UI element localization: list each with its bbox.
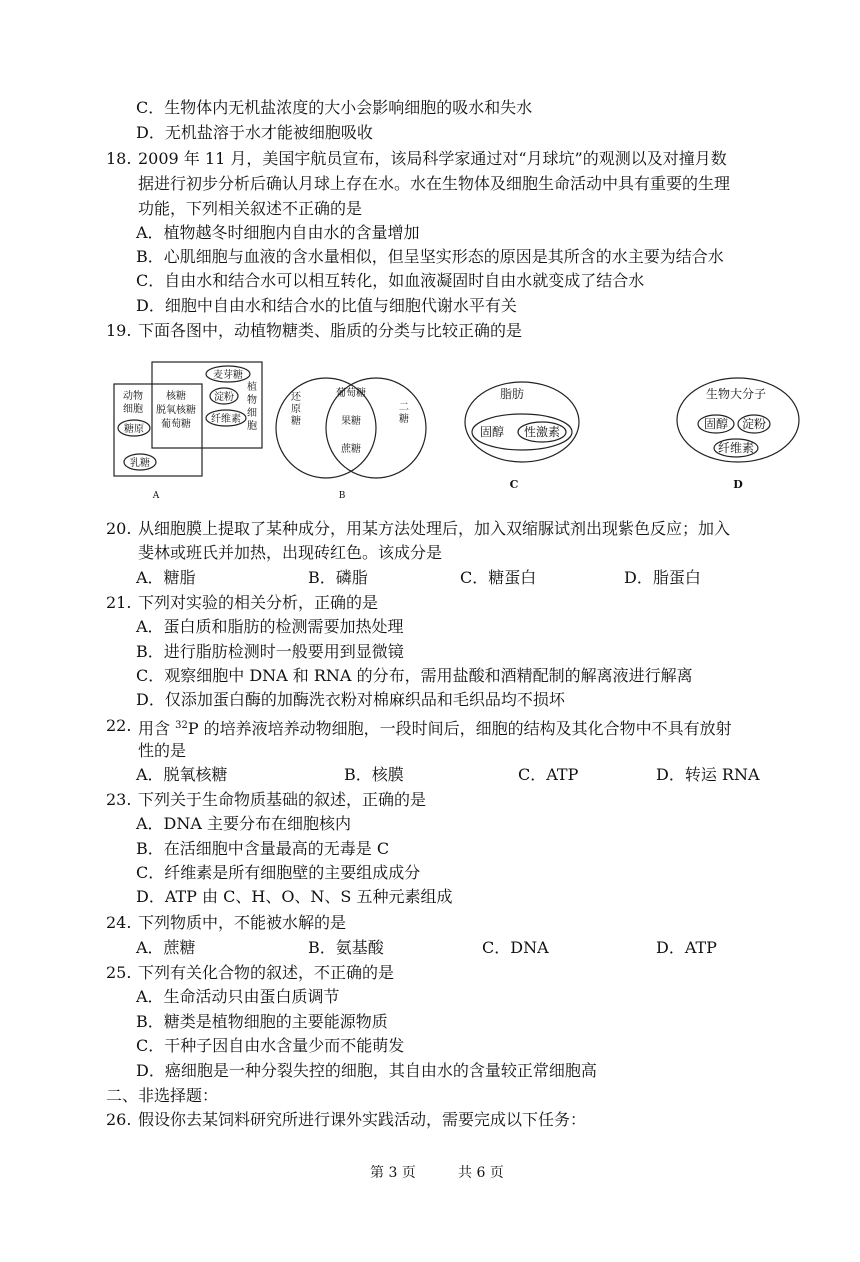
fig-c-label: C <box>509 478 519 491</box>
q21-option-d: D．仅添加蛋白酶的加酶洗衣粉对棉麻织品和毛织品均不损坏 <box>136 690 565 709</box>
q25-option-b: B．糖类是植物细胞的主要能源物质 <box>136 1012 388 1031</box>
q20-stem-line2: 斐林或班氏并加热，出现砖红色。该成分是 <box>138 543 443 562</box>
q23-number: 23. <box>106 790 132 809</box>
section-2-heading: 二、非选择题： <box>106 1086 219 1105</box>
q22-superscript: 32 <box>175 720 188 731</box>
q23-option-d: D．ATP 由 C、H、O、N、S 五种元素组成 <box>136 887 453 906</box>
q23-stem: 下列关于生命物质基础的叙述，正确的是 <box>138 790 427 809</box>
q22-number: 22. <box>106 716 132 735</box>
q26-number: 26. <box>106 1110 132 1129</box>
q24-option-a: A．蔗糖 <box>136 938 196 957</box>
fig-b-label: B <box>338 491 346 501</box>
fig-b-huan-2: 原 <box>291 404 301 415</box>
fig-a-plant-3: 细 <box>247 408 257 419</box>
q18-option-d: D．细胞中自由水和结合水的比值与细胞代谢水平有关 <box>136 296 517 315</box>
fig-a-plant-4: 胞 <box>247 421 257 432</box>
fig-a-putao: 葡萄糖 <box>161 419 191 430</box>
q18-option-c: C．自由水和结合水可以相互转化，如血液凝固时自由水就变成了结合水 <box>136 271 645 290</box>
q18-stem-line3: 功能，下列相关叙述不正确的是 <box>138 199 363 218</box>
q20-number: 20. <box>106 519 132 538</box>
fig-b-putao: 葡萄糖 <box>336 388 366 399</box>
q24-option-b: B．氨基酸 <box>308 938 384 957</box>
q25-option-c: C．干种子因自由水含量少而不能萌发 <box>136 1036 405 1055</box>
fig-b-er-2: 糖 <box>399 414 409 425</box>
fig-a-rutang: 乳糖 <box>130 458 150 469</box>
fig-d-xianwei: 纤维素 <box>717 441 755 455</box>
q17-option-c: C．生物体内无机盐浓度的大小会影响细胞的吸水和失水 <box>136 98 533 117</box>
fig-b-guotang: 果糖 <box>341 416 361 427</box>
q24-option-d: D．ATP <box>656 938 717 957</box>
q20-option-b: B．磷脂 <box>308 568 368 587</box>
q25-option-a: A．生命活动只由蛋白质调节 <box>136 987 340 1006</box>
q25-option-d: D．癌细胞是一种分裂失控的细胞，其自由水的含量较正常细胞高 <box>136 1061 597 1080</box>
q22-option-c: C．ATP <box>518 765 579 784</box>
q18-stem-line1: 2009 年 11 月，美国宇航员宣布，该局科学家通过对“月球坑”的观测以及对撞月数 <box>138 149 727 168</box>
page-number: 第 3 页 <box>370 1165 416 1181</box>
fig-c-guchun: 固醇 <box>479 425 505 439</box>
q23-option-a: A．DNA 主要分布在细胞核内 <box>136 814 352 833</box>
fig-a-tuoyang: 脱氧核糖 <box>156 405 196 416</box>
q25-number: 25. <box>106 963 132 982</box>
q22-option-b: B．核膜 <box>344 765 404 784</box>
fig-d-title: 生物大分子 <box>705 387 767 401</box>
q21-option-a: A．蛋白质和脂肪的检测需要加热处理 <box>136 617 404 636</box>
q22-option-a: A．脱氧核糖 <box>136 765 228 784</box>
q24-number: 24. <box>106 913 132 932</box>
fig-a-animal-1: 动物 <box>123 391 143 402</box>
fig-b-er-1: 二 <box>399 402 409 413</box>
q26-stem: 假设你去某饲料研究所进行课外实践活动，需要完成以下任务： <box>138 1110 587 1129</box>
q22-stem-line2: 性的是 <box>138 741 187 760</box>
fig-d-guchun: 固醇 <box>703 417 729 431</box>
fig-a-tangyuan: 糖原 <box>124 424 144 435</box>
fig-a-xianwei: 纤维素 <box>211 414 241 425</box>
q21-option-b: B．进行脂肪检测时一般要用到显微镜 <box>136 642 404 661</box>
q24-stem: 下列物质中，不能被水解的是 <box>138 913 347 932</box>
q25-stem: 下列有关化合物的叙述，不正确的是 <box>138 963 395 982</box>
q19-number: 19. <box>106 321 132 340</box>
q20-stem-line1: 从细胞膜上提取了某种成分，用某方法处理后，加入双缩脲试剂出现紫色反应；加入 <box>138 519 731 538</box>
q22-stem-line1: 用含 $^{32}$P 的培养液培养动物细胞，一段时间后，细胞的结构及其化合物中不具有放射 <box>138 719 732 738</box>
fig-a-plant-1: 植 <box>247 382 257 393</box>
fig-a-animal-2: 细胞 <box>123 404 143 415</box>
fig-c-zhifang: 脂肪 <box>499 387 525 401</box>
fig-b-zhetang: 蔗糖 <box>341 444 361 455</box>
fig-a-hetang: 核糖 <box>166 391 186 402</box>
q23-option-c: C．纤维素是所有细胞壁的主要组成成分 <box>136 863 421 882</box>
fig-d-label: D <box>733 478 743 491</box>
page-total: 共 6 页 <box>458 1165 504 1181</box>
fig-b-huan-3: 糖 <box>291 416 301 427</box>
fig-d-dianfen: 淀粉 <box>741 417 767 431</box>
q20-option-d: D．脂蛋白 <box>624 568 701 587</box>
q22-option-d: D．转运 RNA <box>656 765 760 784</box>
q18-option-a: A．植物越冬时细胞内自由水的含量增加 <box>136 223 420 242</box>
q21-stem: 下列对实验的相关分析，正确的是 <box>138 593 379 612</box>
q19-figures <box>0 352 860 512</box>
q19-stem: 下面各图中，动植物糖类、脂质的分类与比较正确的是 <box>138 321 523 340</box>
q18-option-b: B．心肌细胞与血液的含水量相似，但呈坚实形态的原因是其所含的水主要为结合水 <box>136 247 724 266</box>
fig-a-label: A <box>152 491 160 501</box>
fig-a-maiya: 麦芽糖 <box>213 370 243 381</box>
fig-c-xingjisu: 性激素 <box>523 425 561 439</box>
q18-number: 18. <box>106 149 132 168</box>
fig-b-huan-1: 还 <box>291 392 301 403</box>
q21-number: 21. <box>106 593 132 612</box>
q20-option-a: A．糖脂 <box>136 568 196 587</box>
q18-stem-line2: 据进行初步分析后确认月球上存在水。水在生物体及细胞生命活动中具有重要的生理 <box>138 174 731 193</box>
q24-option-c: C．DNA <box>482 938 549 957</box>
q21-option-c: C．观察细胞中 DNA 和 RNA 的分布，需用盐酸和酒精配制的解离液进行解离 <box>136 666 693 685</box>
q17-option-d: D．无机盐溶于水才能被细胞吸收 <box>136 123 373 142</box>
q20-option-c: C．糖蛋白 <box>460 568 537 587</box>
fig-a-plant-2: 物 <box>247 395 257 406</box>
fig-a-dianfen: 淀粉 <box>214 392 234 403</box>
q23-option-b: B．在活细胞中含量最高的无毒是 C <box>136 839 390 858</box>
